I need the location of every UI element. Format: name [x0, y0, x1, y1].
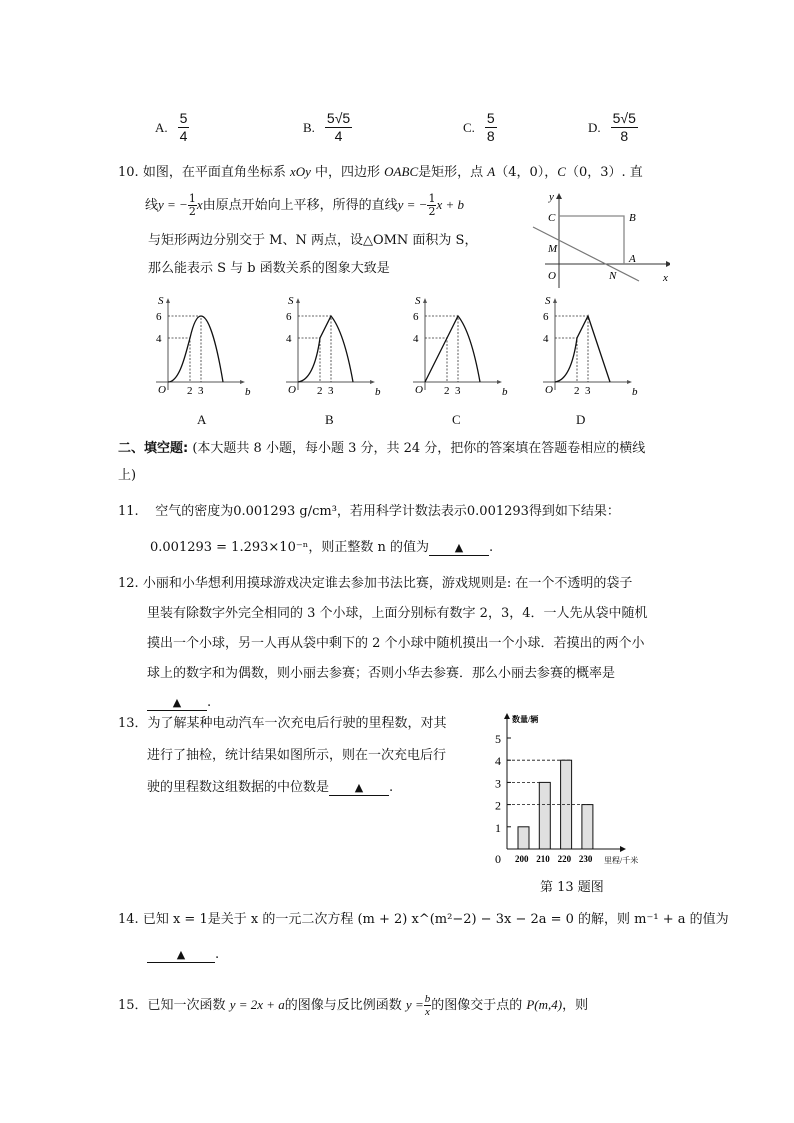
tick-4: 4 [286, 333, 292, 345]
denominator: 4 [179, 128, 188, 144]
question-number: 13． [118, 716, 148, 731]
b-arrow-icon [627, 380, 632, 384]
rectangle-diagram [530, 190, 670, 290]
math: xOy [289, 164, 311, 179]
choice-label-c: C [452, 412, 461, 427]
label-b: B [629, 212, 636, 224]
option-a [155, 110, 189, 145]
tick-6: 6 [543, 311, 549, 323]
s-curve [425, 316, 480, 382]
choice-label-b: B [325, 412, 334, 427]
dash-4 [298, 338, 320, 382]
choice-label-d: D [576, 412, 586, 427]
section-heading [118, 440, 645, 458]
fraction [325, 110, 352, 145]
math: y = − [158, 197, 188, 212]
label-o: O [288, 384, 296, 396]
option-letter: D. [588, 119, 601, 135]
fraction [188, 193, 197, 218]
tick-3: 3 [198, 385, 204, 397]
mileage-bar-chart [485, 705, 685, 865]
text: 中，四边形 [310, 165, 385, 180]
label-s: S [545, 295, 551, 307]
bar-200 [518, 827, 529, 849]
q14-line2 [147, 946, 219, 964]
x-arrow-icon [620, 846, 626, 852]
text: 为了解某种电动汽车一次充电后行驶的里程数，对其 [147, 716, 447, 731]
denominator: 8 [486, 128, 495, 144]
numerator: 1 [188, 192, 196, 205]
y-tick-label: 4 [495, 754, 501, 769]
q10-line4: 那么能表示 S 与 b 函数关系的图象大致是 [148, 261, 390, 276]
label-x: x [663, 272, 668, 284]
s-arrow-icon [166, 298, 170, 303]
tick-2: 2 [574, 385, 580, 397]
tick-3: 3 [585, 385, 591, 397]
y-tick-label: 1 [495, 820, 501, 835]
text: ，则 [562, 998, 589, 1013]
question-number: 12. [118, 576, 139, 591]
s-curve [168, 316, 223, 382]
section-desc: (本大题共 8 小题，每小题 3 分，共 24 分，把你的答案填在答题卷相应的横线 [188, 441, 646, 456]
tick-4: 4 [543, 333, 549, 345]
x-arrow-icon [666, 261, 670, 267]
q12-line4: 球上的数字和为偶数，则小丽去参赛；否则小华去参赛．那么小丽去参赛的概率是 [147, 666, 616, 681]
x-tick-label: 210 [536, 854, 550, 864]
graph-b [278, 292, 388, 402]
x-tick-label: 230 [578, 854, 593, 864]
text: （0，3）. 直 [565, 165, 643, 180]
denominator: 2 [188, 205, 196, 218]
tick-6: 6 [156, 311, 162, 323]
s-arrow-icon [296, 298, 300, 303]
q12-line3: 摸出一个小球，另一人再从袋中剩下的 2 个小球中随机摸出一个小球．若摸出的两个小 [147, 636, 645, 651]
text: . [488, 540, 494, 555]
s-curve [298, 316, 353, 382]
numerator: 5 [486, 110, 495, 126]
graph-d [535, 292, 645, 402]
question-number: 10. [118, 165, 139, 180]
question-number: 14. [118, 912, 139, 927]
y-arrow-icon [504, 713, 510, 719]
fraction [611, 110, 638, 145]
text: 如图，在平面直角坐标系 [142, 165, 290, 180]
x-tick-label: 220 [557, 854, 572, 864]
math: x [196, 197, 203, 212]
tick-3: 3 [328, 385, 334, 397]
tick-2: 2 [444, 385, 450, 397]
label-b: b [502, 386, 508, 398]
label-b: b [245, 386, 251, 398]
y-tick-label: 0 [495, 852, 501, 865]
question-number: 11. [118, 504, 139, 519]
answer-blank[interactable]: ▲ [147, 948, 215, 963]
math: x + b [436, 197, 465, 212]
label-o: O [548, 270, 556, 282]
q10-line1 [118, 163, 643, 182]
q10-line2 [145, 188, 464, 223]
denominator: 8 [620, 128, 629, 144]
option-letter: A. [155, 119, 168, 135]
denominator: 4 [334, 128, 343, 144]
q10-line3: 与矩形两边分别交于 M、N 两点，设△OMN 面积为 S， [148, 233, 478, 248]
answer-blank[interactable]: ▲ [329, 781, 389, 796]
b-arrow-icon [497, 380, 502, 384]
tick-3: 3 [455, 385, 461, 397]
text: . [215, 947, 220, 962]
text: 是矩形，点 [418, 165, 488, 180]
y-arrow-icon [556, 193, 562, 199]
s-curve [555, 316, 610, 382]
text: 的图像与反比例函数 [284, 998, 406, 1013]
bar-210 [539, 782, 550, 849]
y-tick-label: 2 [495, 798, 501, 813]
tick-4: 4 [413, 333, 419, 345]
option-letter: B. [303, 119, 315, 135]
label-b: b [375, 386, 381, 398]
math: y = − [397, 197, 428, 212]
y-tick-label: 3 [495, 776, 501, 791]
denominator: 2 [428, 205, 436, 218]
section-title: 二、填空题: [118, 441, 189, 456]
option-c [463, 110, 497, 145]
q13-line1 [118, 715, 447, 733]
text: . [389, 780, 394, 795]
label-a: A [629, 253, 636, 265]
label-o: O [545, 384, 553, 396]
q13-line2: 进行了抽检，统计结果如图所示，则在一次充电后行 [147, 748, 447, 763]
numerator: 1 [428, 192, 436, 205]
label-s: S [288, 295, 294, 307]
y-axis-label: 数量/辆 [512, 715, 539, 724]
math: y = [405, 997, 424, 1012]
s-arrow-icon [423, 298, 427, 303]
label-c: C [548, 212, 556, 224]
tick-6: 6 [286, 311, 292, 323]
text: 小丽和小华想利用摸球游戏决定谁去参加书法比赛，游戏规则是: 在一个不透明的袋子 [142, 576, 633, 591]
text: 空气的密度为0.001293 g/cm³，若用科学计数法表示0.001293得到如下结果： [155, 504, 620, 519]
text: 的图像交于点的 [431, 998, 527, 1013]
section-desc-cont: 上) [118, 468, 137, 483]
text: 由原点开始向上平移，所得的直线 [202, 198, 398, 213]
bar-230 [582, 805, 593, 849]
text: （4，0）， [495, 165, 558, 180]
b-arrow-icon [370, 380, 375, 384]
x-tick-label: 200 [515, 854, 529, 864]
y-tick-label: 5 [495, 732, 501, 746]
q14-line1 [118, 911, 729, 929]
question-number: 15． [118, 998, 148, 1013]
answer-blank[interactable]: ▲ [429, 541, 489, 556]
text: 驶的里程数这组数据的中位数是 [147, 780, 330, 795]
text: 线 [145, 198, 159, 213]
dash-6 [168, 316, 201, 382]
math: P(m,4) [526, 997, 563, 1012]
numerator: b [424, 993, 431, 1005]
numerator: 5 [179, 110, 188, 126]
label-o: O [158, 384, 166, 396]
s-arrow-icon [553, 298, 557, 303]
text: 已知一次函数 [147, 998, 230, 1013]
q13-line3 [147, 779, 393, 797]
numerator: 5√5 [612, 110, 636, 126]
dash-4 [168, 338, 190, 382]
q11-line1 [118, 503, 620, 521]
math: C [557, 164, 566, 179]
b-arrow-icon [240, 380, 245, 384]
option-b [303, 110, 352, 145]
q11-line2 [150, 539, 493, 557]
x-axis-label: 里程/千米 [604, 856, 639, 865]
numerator: 5√5 [326, 110, 351, 126]
q12-line2: 里装有除数字外完全相同的 3 个小球，上面分别标有数字 2，3，4．一人先从袋中随机 [147, 606, 648, 621]
option-letter: C. [463, 119, 475, 135]
fraction [178, 110, 190, 145]
option-d [588, 110, 638, 145]
label-m: M [548, 243, 558, 255]
math: OABC [384, 164, 419, 179]
text: . [207, 695, 212, 710]
fraction [485, 110, 497, 145]
tick-2: 2 [187, 385, 193, 397]
denominator: x [425, 1006, 430, 1018]
label-n: N [609, 270, 617, 282]
q12-line5 [147, 694, 211, 712]
figure-caption: 第 13 题图 [540, 880, 604, 895]
text: 0.001293 = 1.293×10⁻ⁿ，则正整数 n 的值为 [150, 540, 429, 555]
math: A [487, 164, 496, 179]
graph-c [405, 292, 515, 402]
label-y: y [549, 191, 554, 203]
dash-4 [555, 338, 577, 382]
tick-4: 4 [156, 333, 162, 345]
q15-line1 [118, 988, 588, 1023]
tick-2: 2 [317, 385, 323, 397]
label-b: b [632, 386, 638, 398]
graph-a [148, 292, 258, 402]
q12-line1 [118, 575, 632, 593]
tick-6: 6 [413, 311, 419, 323]
label-s: S [158, 295, 164, 307]
label-o: O [415, 384, 423, 396]
math: y = 2x + a [229, 997, 285, 1012]
text: 已知 x = 1是关于 x 的一元二次方程 (m + 2) x^(m²−2) − 3x − 2a = 0 的解，则 m⁻¹ + a 的值为 [142, 912, 729, 927]
answer-blank[interactable]: ▲ [147, 696, 207, 711]
label-s: S [415, 295, 421, 307]
choice-label-a: A [197, 412, 207, 427]
